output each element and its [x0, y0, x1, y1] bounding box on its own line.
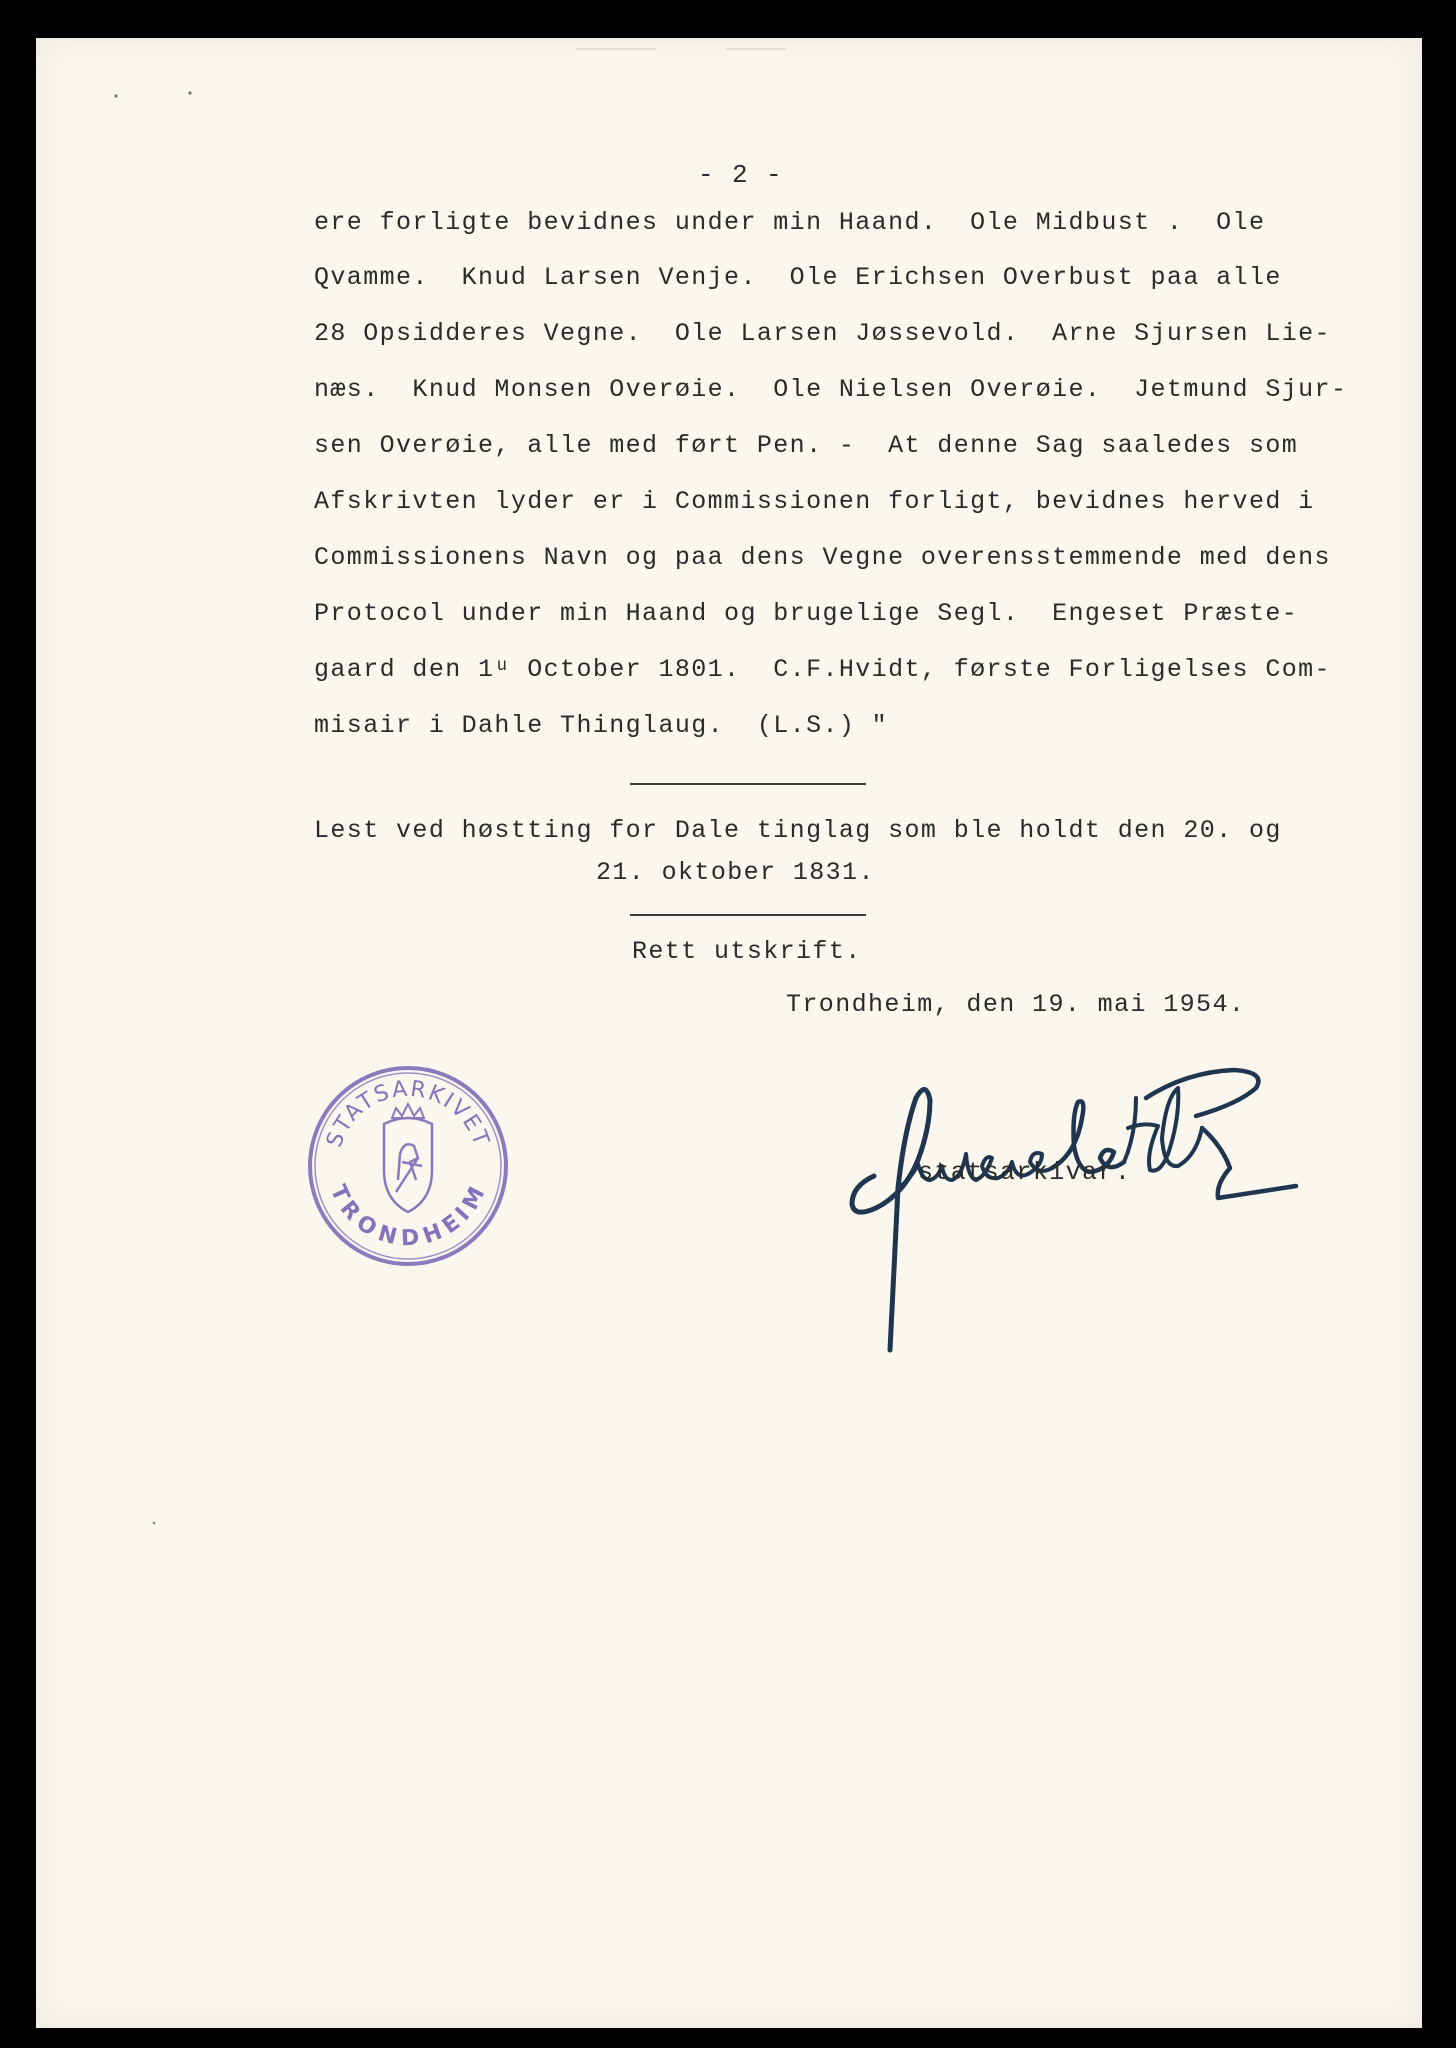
stamp-text-top: STATSARKIVET: [321, 1076, 495, 1151]
separator-rule-1: [630, 783, 866, 785]
archive-stamp: [304, 1062, 512, 1270]
separator-rule-2: [630, 914, 866, 916]
place-date: Trondheim, den 19. mai 1954.: [786, 990, 1246, 1019]
page-number: - 2 -: [698, 160, 784, 190]
read-note-line-1: Lest ved høstting for Dale tinglag som ble holdt den 20. og: [314, 816, 1282, 845]
document-page: [36, 38, 1422, 2028]
body-line-9: gaard den 1ᵘ October 1801. C.F.Hvidt, første Forligelses Com-: [314, 655, 1331, 684]
body-line-1: ere forligte bevidnes under min Haand. Ole Midbust . Ole: [314, 208, 1266, 237]
body-line-6: Afskrivten lyder er i Commissionen forligt, bevidnes herved i: [314, 487, 1315, 516]
handwritten-signature: [846, 1058, 1306, 1388]
body-line-10: misair i Dahle Thinglaug. (L.S.) ": [314, 711, 889, 740]
read-note-line-2: 21. oktober 1831.: [596, 858, 875, 887]
signature-title: statsarkivar.: [918, 1158, 1132, 1187]
coat-of-arms-icon: [384, 1104, 432, 1212]
body-line-5: sen Overøie, alle med ført Pen. - At denne Sag saaledes som: [314, 431, 1299, 460]
svg-text:TRONDHEIM: [325, 1181, 491, 1251]
stamp-text-bottom: TRONDHEIM: [324, 1181, 492, 1252]
certification-text: Rett utskrift.: [632, 937, 862, 966]
body-line-4: næs. Knud Monsen Overøie. Ole Nielsen Overøie. Jetmund Sjur-: [314, 375, 1348, 404]
body-line-8: Protocol under min Haand og brugelige Segl. Engeset Præste-: [314, 599, 1299, 628]
body-line-3: 28 Opsidderes Vegne. Ole Larsen Jøssevold. Arne Sjursen Lie-: [314, 319, 1331, 348]
body-line-2: Qvamme. Knud Larsen Venje. Ole Erichsen Overbust paa alle: [314, 263, 1282, 292]
body-line-7: Commissionens Navn og paa dens Vegne overensstemmende med dens: [314, 543, 1331, 572]
